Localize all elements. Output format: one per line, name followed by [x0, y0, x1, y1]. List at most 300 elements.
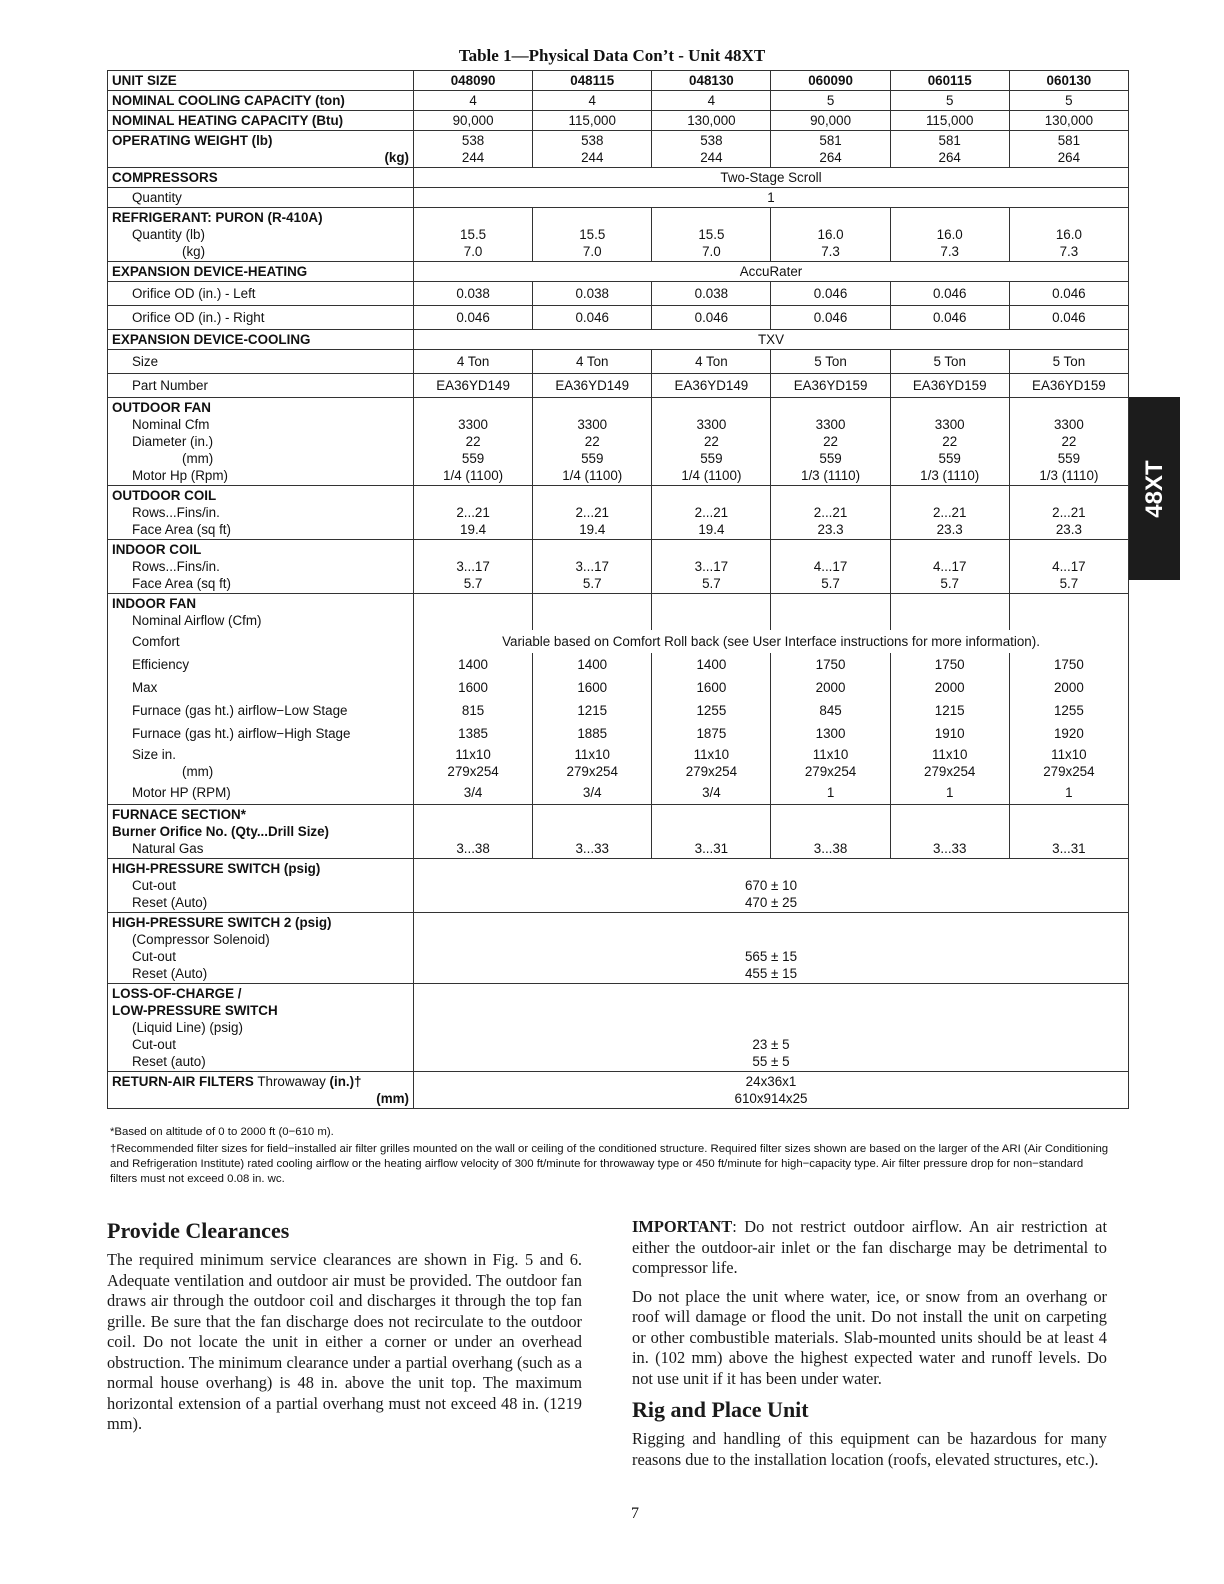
row-label: Reset (Auto) [132, 966, 208, 981]
spacer [775, 595, 885, 612]
cell-value: 7.3 [940, 244, 960, 259]
spacer [537, 806, 647, 823]
cell-value: 55 ± 5 [752, 1054, 790, 1069]
row-label-cell [108, 540, 414, 594]
table-row [108, 398, 1129, 486]
spacer [418, 806, 528, 823]
cell-value: 3...31 [1052, 841, 1086, 856]
cell-value: 3/4 [582, 785, 602, 800]
cell-value: 5 Ton [1052, 354, 1086, 369]
value-cell [652, 306, 771, 330]
spacer [775, 209, 885, 226]
value-cell [771, 111, 890, 131]
cell-value: 15.5 [579, 227, 606, 242]
value-cell [1009, 699, 1128, 722]
spanned-value-cell [414, 984, 1129, 1072]
cell-value: 1/3 (1110) [1039, 468, 1099, 483]
value-cell [414, 781, 533, 805]
row-label-cell [108, 262, 414, 282]
value-cell [771, 208, 890, 262]
value-cell [771, 805, 890, 859]
value-cell [1009, 676, 1128, 699]
value-cell [771, 71, 890, 91]
value-cell [652, 91, 771, 111]
row-label: (mm) [376, 1091, 409, 1106]
cell-value: 7.0 [463, 244, 483, 259]
row-label: Size [132, 354, 159, 369]
table-row [108, 984, 1129, 1072]
row-label: Nominal Cfm [132, 417, 210, 432]
value-cell [652, 374, 771, 398]
cell-value: 264 [1057, 150, 1081, 165]
cell-value: 23.3 [1055, 522, 1082, 537]
important-paragraph [632, 1217, 1107, 1279]
value-cell [771, 781, 890, 805]
value-cell [890, 131, 1009, 168]
cell-value: 3...17 [694, 559, 729, 574]
row-label: REFRIGERANT: PURON (R-410A) [112, 210, 323, 225]
table-row [108, 350, 1129, 374]
value-cell [414, 374, 533, 398]
spacer [895, 806, 1005, 823]
cell-value: 0.046 [1052, 286, 1086, 301]
table-row [108, 630, 1129, 653]
cell-value: 5 [945, 93, 954, 108]
important-label: IMPORTANT [632, 1217, 733, 1236]
row-label-cell [108, 859, 414, 913]
cell-value: 1400 [458, 657, 488, 672]
cell-value: 11x10 [812, 747, 849, 762]
table-row [108, 486, 1129, 540]
table-row [108, 805, 1129, 859]
cell-value: EA36YD149 [555, 378, 630, 393]
value-cell [890, 781, 1009, 805]
row-label-cell [108, 111, 414, 131]
row-label: Cut-out [132, 1037, 176, 1052]
cell-value: 5 Ton [814, 354, 847, 369]
cell-value: 2...21 [456, 505, 490, 520]
spacer [537, 209, 647, 226]
spacer [1014, 487, 1124, 504]
spacer [895, 487, 1005, 504]
row-label: (Liquid Line) (psig) [132, 1020, 243, 1035]
row-label-cell [108, 168, 414, 188]
value-cell [771, 540, 890, 594]
cell-value: 19.4 [460, 522, 487, 537]
table-row [108, 168, 1129, 188]
value-cell [771, 398, 890, 486]
cell-value: 11x10 [693, 747, 730, 762]
spacer [656, 487, 766, 504]
row-label-cell [108, 350, 414, 374]
cell-value: 0.038 [575, 286, 609, 301]
value-cell [1009, 594, 1128, 631]
cell-value: 1/4 (1100) [562, 468, 623, 483]
row-label: EXPANSION DEVICE-COOLING [112, 332, 311, 347]
cell-value: 279x254 [566, 764, 618, 779]
cell-value: 244 [461, 150, 485, 165]
cell-value: 0.046 [813, 310, 848, 325]
row-label: Part Number [132, 378, 208, 393]
cell-value: 559 [1057, 451, 1081, 466]
cell-value: 538 [581, 133, 604, 148]
row-label: LOSS-OF-CHARGE / [112, 986, 242, 1001]
row-label: Size in. [132, 747, 176, 762]
value-cell [533, 540, 652, 594]
cell-value: Two-Stage Scroll [720, 170, 822, 185]
cell-value: 3300 [458, 417, 488, 432]
spacer [418, 985, 1124, 1002]
cell-value: 22 [942, 434, 958, 449]
spacer [656, 399, 766, 416]
spacer [418, 931, 1124, 948]
value-cell [890, 653, 1009, 676]
value-cell [1009, 805, 1128, 859]
rig-heading: Rig and Place Unit [632, 1397, 809, 1422]
row-label: LOW-PRESSURE SWITCH [112, 1003, 278, 1018]
cell-value: 0.038 [456, 286, 490, 301]
value-cell [414, 594, 533, 631]
row-label: (mm) [182, 451, 214, 466]
cell-value: 5.7 [702, 576, 721, 591]
row-label-cell [108, 398, 414, 486]
table-row [108, 676, 1129, 699]
value-cell [414, 486, 533, 540]
cell-value: 5.7 [1059, 576, 1079, 591]
value-cell [652, 350, 771, 374]
table-row [108, 722, 1129, 745]
spacer [775, 823, 885, 840]
row-label: Orifice OD (in.) - Right [132, 310, 265, 325]
table-row [108, 306, 1129, 330]
cell-value: 1 [945, 785, 954, 800]
cell-value: 1910 [934, 726, 965, 741]
row-label: Throwaway [253, 1074, 330, 1089]
cell-value: 581 [819, 133, 842, 148]
spacer [418, 209, 528, 226]
spanned-value-cell [414, 188, 1129, 208]
cell-value: 1750 [934, 657, 965, 672]
spacer [418, 914, 1124, 931]
spacer [418, 487, 528, 504]
cell-value: 565 ± 15 [744, 949, 798, 964]
cell-value: EA36YD159 [1032, 378, 1106, 393]
spacer [537, 487, 647, 504]
footnote-altitude: *Based on altitude of 0 to 2000 ft (0−610 m). [110, 1126, 334, 1138]
cell-value: 1215 [934, 703, 965, 718]
cell-value: 1750 [815, 657, 846, 672]
clearances-section [107, 1218, 582, 1443]
value-cell [652, 131, 771, 168]
cell-value: EA36YD149 [436, 378, 510, 393]
spacer [1014, 541, 1124, 558]
cell-value: 15.5 [698, 227, 725, 242]
cell-value: 4 [469, 93, 477, 108]
cell-value: 4 Ton [456, 354, 490, 369]
row-label: Rows...Fins/in. [132, 559, 220, 574]
value-cell [1009, 306, 1128, 330]
cell-value: 7.3 [821, 244, 840, 259]
row-label-cell [108, 188, 414, 208]
value-cell [414, 131, 533, 168]
row-label-cell [108, 306, 414, 330]
row-label-cell [108, 653, 414, 676]
row-label: INDOOR COIL [112, 542, 202, 557]
cell-value: 16.0 [1055, 227, 1082, 242]
table-row [108, 188, 1129, 208]
cell-value: 4 Ton [695, 354, 728, 369]
section-tab [1129, 397, 1180, 580]
value-cell [1009, 350, 1128, 374]
spacer [418, 1019, 1124, 1036]
row-label-cell [108, 630, 414, 653]
cell-value: 0.046 [813, 286, 848, 301]
table-row [108, 208, 1129, 262]
cell-value: 581 [1057, 133, 1081, 148]
cell-value: 048130 [689, 73, 734, 88]
row-label: Natural Gas [132, 841, 204, 856]
row-label-cell [108, 330, 414, 350]
cell-value: 3300 [815, 417, 846, 432]
cell-value: 3...38 [456, 841, 490, 856]
value-cell [414, 282, 533, 306]
value-cell [533, 805, 652, 859]
cell-value: 1255 [696, 703, 727, 718]
spanned-value-cell [414, 859, 1129, 913]
cell-value: EA36YD159 [912, 378, 987, 393]
cell-value: 279x254 [447, 764, 499, 779]
cell-value: 130,000 [687, 113, 736, 128]
row-label: NOMINAL COOLING CAPACITY (ton) [112, 93, 345, 108]
table-row [108, 781, 1129, 805]
cell-value: 1750 [1053, 657, 1084, 672]
value-cell [771, 131, 890, 168]
value-cell [771, 306, 890, 330]
cell-value: 3...33 [932, 841, 967, 856]
value-cell [652, 594, 771, 631]
value-cell [414, 540, 533, 594]
cell-value: 7.0 [702, 244, 721, 259]
spacer [1014, 209, 1124, 226]
value-cell [890, 745, 1009, 781]
row-label: (mm) [182, 764, 214, 779]
table-row [108, 262, 1129, 282]
cell-value: 1600 [696, 680, 727, 695]
cell-value: 5.7 [463, 576, 483, 591]
spacer [775, 612, 885, 629]
value-cell [533, 91, 652, 111]
table-row [108, 913, 1129, 984]
value-cell [890, 540, 1009, 594]
row-label-cell [108, 374, 414, 398]
value-cell [771, 91, 890, 111]
value-cell [1009, 374, 1128, 398]
cell-value: 22 [465, 434, 481, 449]
value-cell [771, 350, 890, 374]
value-cell [890, 91, 1009, 111]
value-cell [890, 208, 1009, 262]
cell-value: 1/3 (1110) [920, 468, 980, 483]
value-cell [414, 91, 533, 111]
value-cell [652, 653, 771, 676]
value-cell [1009, 781, 1128, 805]
value-cell [890, 676, 1009, 699]
value-cell [414, 745, 533, 781]
value-cell [890, 282, 1009, 306]
table-title: Table 1—Physical Data Con’t - Unit 48XT [458, 46, 766, 65]
physical-data-table [107, 70, 1129, 1109]
cell-value: 1/4 (1100) [681, 468, 742, 483]
row-label: Reset (auto) [132, 1054, 206, 1069]
value-cell [771, 282, 890, 306]
cell-value: 1400 [696, 657, 727, 672]
value-cell [414, 111, 533, 131]
cell-value: 0.046 [932, 286, 967, 301]
cell-value: 130,000 [1044, 113, 1094, 128]
value-cell [652, 745, 771, 781]
spacer [895, 823, 1005, 840]
cell-value: 3...31 [694, 841, 729, 856]
value-cell [533, 745, 652, 781]
cell-value: 264 [938, 150, 961, 165]
value-cell [652, 282, 771, 306]
cell-value: TXV [757, 332, 785, 347]
cell-value: 1 [1065, 785, 1073, 800]
cell-value: 19.4 [579, 522, 606, 537]
cell-value: 1385 [458, 726, 488, 741]
table-row [108, 699, 1129, 722]
value-cell [1009, 131, 1128, 168]
value-cell [533, 781, 652, 805]
row-label-cell [108, 208, 414, 262]
row-label-cell [108, 71, 414, 91]
cell-value: 22 [584, 434, 600, 449]
row-label: NOMINAL HEATING CAPACITY (Btu) [112, 113, 344, 128]
row-label-cell [108, 676, 414, 699]
cell-value: 3...38 [813, 841, 848, 856]
cell-value: 2000 [934, 680, 965, 695]
row-label: HIGH-PRESSURE SWITCH 2 (psig) [112, 915, 332, 930]
spanned-value-cell [414, 1072, 1129, 1109]
row-label: (in.)† [329, 1074, 362, 1089]
cell-value: 23.3 [936, 522, 963, 537]
section-tab-label: 48XT [1140, 459, 1168, 518]
value-cell [890, 398, 1009, 486]
row-label: Cut-out [132, 949, 176, 964]
cell-value: 3/4 [702, 785, 721, 800]
cell-value: 670 ± 10 [744, 878, 798, 893]
spacer [656, 806, 766, 823]
table-row [108, 71, 1129, 91]
spacer [537, 399, 647, 416]
cell-value: 279x254 [804, 764, 857, 779]
cell-value: 3300 [577, 417, 608, 432]
spacer [656, 541, 766, 558]
cell-value: 3...33 [575, 841, 609, 856]
cell-value: 24x36x1 [745, 1074, 797, 1089]
cell-value: 7.3 [1059, 244, 1079, 259]
cell-value: 2000 [1053, 680, 1084, 695]
row-label: Orifice OD (in.) - Left [132, 286, 256, 301]
cell-value: 845 [819, 703, 842, 718]
table-row [108, 374, 1129, 398]
cell-value: Variable based on Comfort Roll back (see User Interface instructions for more information). [502, 634, 1040, 649]
row-label: (kg) [384, 150, 409, 165]
cell-value: 279x254 [685, 764, 738, 779]
spacer [656, 595, 766, 612]
cell-value: 3/4 [463, 785, 483, 800]
value-cell [652, 208, 771, 262]
table-row [108, 91, 1129, 111]
value-cell [890, 350, 1009, 374]
spacer [418, 399, 528, 416]
value-cell [414, 676, 533, 699]
value-cell [1009, 111, 1128, 131]
value-cell [533, 722, 652, 745]
value-cell [652, 486, 771, 540]
value-cell [771, 486, 890, 540]
cell-value: 610x914x25 [734, 1091, 808, 1106]
row-label: EXPANSION DEVICE-HEATING [112, 264, 308, 279]
value-cell [533, 594, 652, 631]
row-label-cell [108, 913, 414, 984]
row-label: Motor Hp (Rpm) [132, 468, 228, 483]
row-label-cell [108, 745, 414, 781]
cell-value: 1/3 (1110) [801, 468, 861, 483]
cell-value: 5.7 [821, 576, 840, 591]
table-row [108, 745, 1129, 781]
value-cell [652, 722, 771, 745]
row-label: Burner Orifice No. (Qty...Drill Size) [112, 824, 330, 839]
cell-value: 1 [767, 190, 775, 205]
cell-value: 3300 [1053, 417, 1084, 432]
value-cell [890, 805, 1009, 859]
value-cell [533, 350, 652, 374]
row-label-cell [108, 594, 414, 631]
row-label: Nominal Airflow (Cfm) [132, 613, 262, 628]
spacer [895, 209, 1005, 226]
cell-value: 3...17 [456, 559, 490, 574]
value-cell [1009, 71, 1128, 91]
cell-value: 3...17 [575, 559, 609, 574]
cell-value: 581 [938, 133, 961, 148]
value-cell [533, 398, 652, 486]
cell-value: 4 Ton [575, 354, 609, 369]
cell-value: 4 [707, 93, 716, 108]
cell-value: EA36YD159 [793, 378, 868, 393]
table-row [108, 111, 1129, 131]
table-row [108, 540, 1129, 594]
spacer [1014, 806, 1124, 823]
cell-value: 060115 [927, 73, 972, 88]
cell-value: 244 [581, 150, 604, 165]
cell-value: 22 [823, 434, 838, 449]
cell-value: 115,000 [568, 113, 616, 128]
cell-value: 048115 [570, 73, 615, 88]
cell-value: 5.7 [582, 576, 602, 591]
cell-value: 264 [819, 150, 842, 165]
cell-value: 1885 [577, 726, 608, 741]
value-cell [890, 374, 1009, 398]
spacer [418, 1002, 1124, 1019]
value-cell [533, 208, 652, 262]
cell-value: 16.0 [817, 227, 844, 242]
row-label: Face Area (sq ft) [132, 576, 231, 591]
value-cell [890, 71, 1009, 91]
spacer [418, 823, 528, 840]
spanned-value-cell [414, 630, 1129, 653]
cell-value: 470 ± 25 [744, 895, 798, 910]
